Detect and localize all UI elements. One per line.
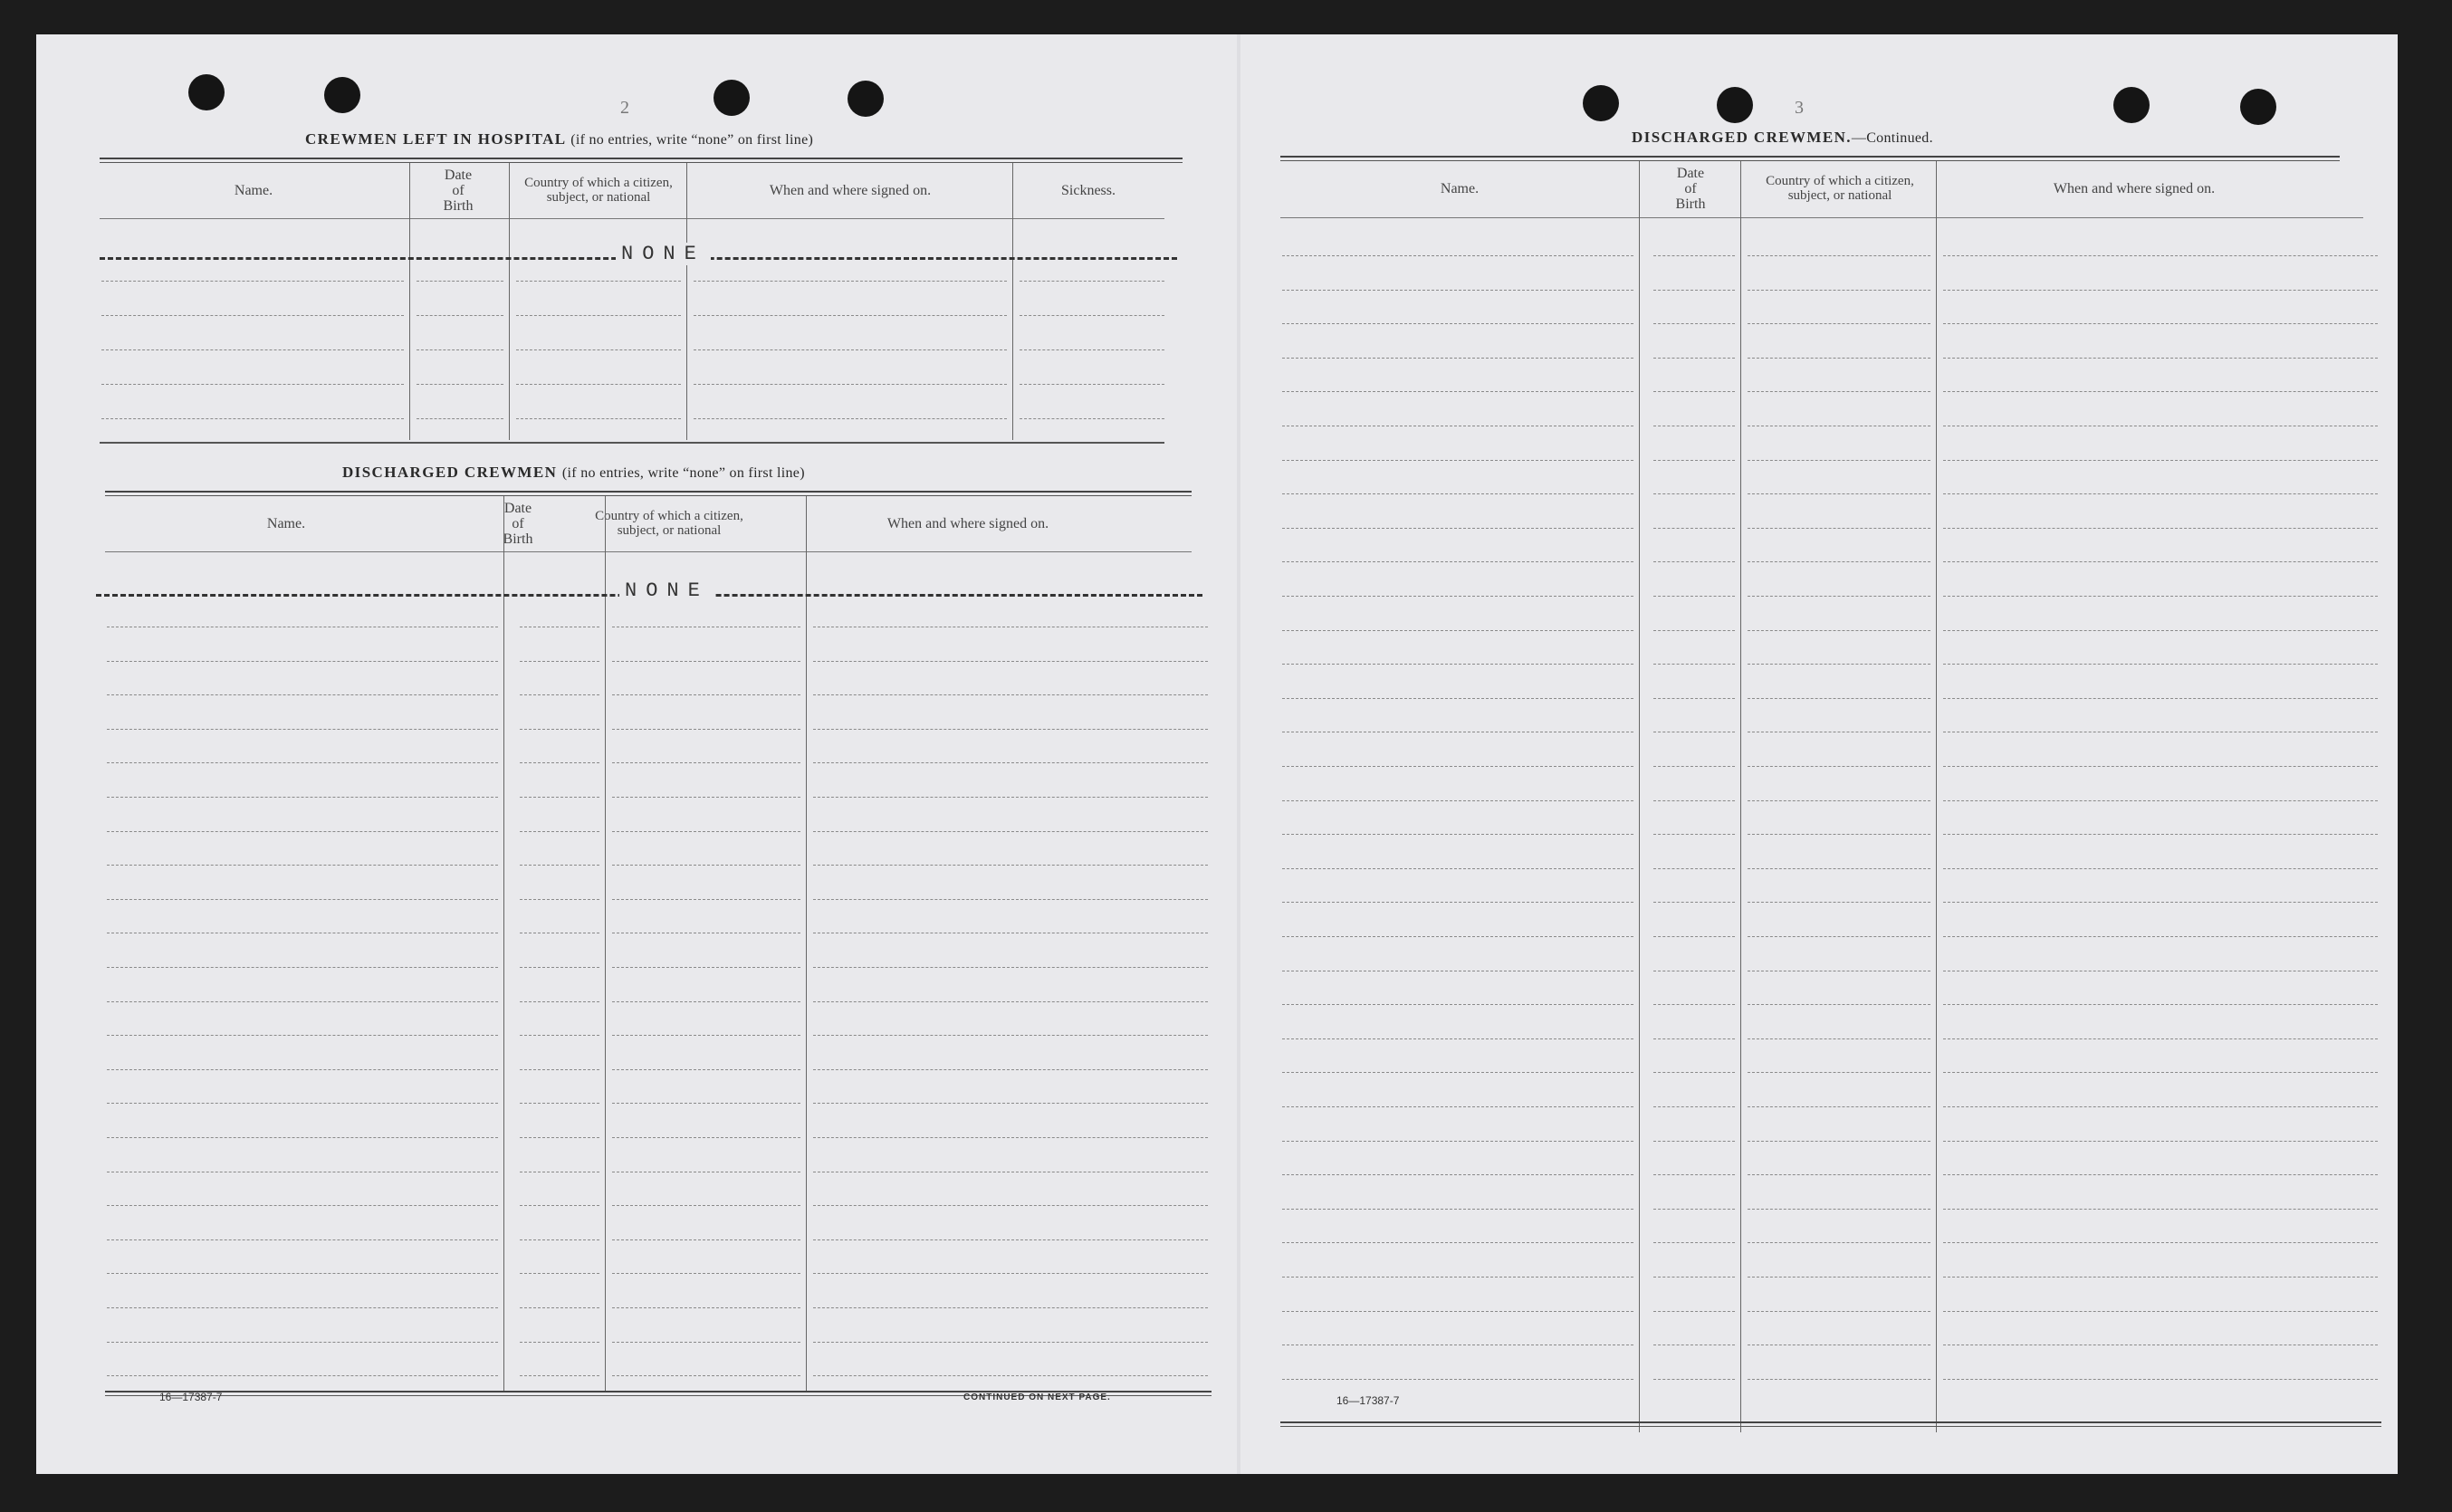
row-dotted-line [1653,698,1735,699]
punch-hole [2240,89,2276,125]
row-dotted-line [612,1001,800,1002]
hospital-section-title [305,130,813,148]
column-header-date-of-birth: Date of Birth [443,167,474,214]
row-dotted-line [520,694,599,695]
row-dotted-line [1282,630,1633,631]
row-dotted-line [1653,1311,1735,1312]
row-dotted-line [1748,290,1930,291]
row-dotted-line [107,661,498,662]
row-dotted-line [1943,358,2378,359]
row-dotted-line [1282,800,1633,801]
row-dotted-line [1282,902,1633,903]
row-dotted-line [1653,1072,1735,1073]
row-dotted-line [1653,1242,1735,1243]
row-dotted-line [417,349,503,350]
row-dotted-line [1282,290,1633,291]
punch-hole [1717,87,1753,123]
row-dotted-line [1943,1242,2378,1243]
row-dotted-line [1943,936,2378,937]
discharged-continued-title [1632,129,1933,147]
row-dotted-line [107,1103,498,1104]
row-dotted-line [1943,255,2378,256]
row-dotted-line [813,661,1208,662]
document-sheet [36,34,2398,1474]
discharged-title-note: (if no entries, write “none” on first line) [561,465,805,481]
none-entry: NONE [619,579,714,602]
row-dotted-line [520,1103,599,1104]
row-dotted-line [612,797,800,798]
column-header-country: Country of which a citizen, subject, or national [1766,174,1914,203]
row-dotted-line [612,865,800,866]
punch-hole [188,74,225,110]
row-dotted-line [612,967,800,968]
row-dotted-line [520,865,599,866]
row-dotted-line [813,1137,1208,1138]
row-dotted-line [1943,630,2378,631]
column-header-name: Name. [234,182,273,198]
row-dotted-line [520,661,599,662]
row-dotted-line [612,1307,800,1308]
row-dotted-line [694,418,1007,419]
row-dotted-line [107,865,498,866]
row-dotted-line [1282,698,1633,699]
row-dotted-line [612,762,800,763]
row-dotted-line [612,694,800,695]
row-dotted-line [1748,1004,1930,1005]
row-dotted-line [1748,323,1930,324]
row-dotted-line [1943,766,2378,767]
row-dotted-line [1748,460,1930,461]
row-dotted-line [101,281,404,282]
column-separator [409,163,410,440]
row-dotted-line [107,694,498,695]
row-dotted-line [1282,868,1633,869]
form-number-left: 16—17387-7 [159,1391,223,1403]
row-dotted-line [612,1137,800,1138]
column-header-signed-on: When and where signed on. [2053,180,2216,196]
header-underline [105,551,1192,552]
row-dotted-line [1943,1106,2378,1107]
row-dotted-line [612,1069,800,1070]
row-dotted-line [520,831,599,832]
row-dotted-line [1282,1106,1633,1107]
row-dotted-line [1020,349,1164,350]
column-separator [509,163,510,440]
row-dotted-line [516,349,681,350]
row-dotted-line [813,1205,1208,1206]
row-dotted-line [1943,698,2378,699]
table-top-rule [105,495,1192,496]
row-dotted-line [1282,1209,1633,1210]
row-dotted-line [813,797,1208,798]
row-dotted-line [1748,358,1930,359]
row-dotted-line [107,1205,498,1206]
form-number-right: 16—17387-7 [1336,1394,1400,1407]
row-dotted-line [101,315,404,316]
row-dotted-line [612,1103,800,1104]
row-dotted-line [612,1273,800,1274]
discharged-title-text: DISCHARGED CREWMEN [342,464,558,481]
row-dotted-line [694,349,1007,350]
row-dotted-line [1748,800,1930,801]
row-dotted-line [1653,290,1735,291]
discharged-table [105,491,1210,1432]
row-dotted-line [1653,1174,1735,1175]
punch-hole [848,81,884,117]
row-dotted-line [520,762,599,763]
row-dotted-line [1282,1174,1633,1175]
row-dotted-line [1748,1277,1930,1278]
row-dotted-line [612,899,800,900]
row-dotted-line [520,1273,599,1274]
table-bottom-rule [100,442,1164,444]
punch-hole [2113,87,2150,123]
row-dotted-line [813,967,1208,968]
row-dotted-line [1943,1277,2378,1278]
row-dotted-line [417,315,503,316]
row-dotted-line [694,384,1007,385]
row-dotted-line [1020,315,1164,316]
row-dotted-line [107,729,498,730]
row-dotted-line [1748,766,1930,767]
row-dotted-line [1943,868,2378,869]
table-top-rule [100,162,1183,163]
row-dotted-line [1748,391,1930,392]
row-dotted-line [813,1239,1208,1240]
row-dotted-line [1282,561,1633,562]
continued-on-next-page: CONTINUED ON NEXT PAGE. [963,1392,1111,1402]
row-dotted-line [101,418,404,419]
row-dotted-line [612,831,800,832]
row-dotted-line [1748,1038,1930,1039]
row-dotted-line [1020,418,1164,419]
row-dotted-line [1748,596,1930,597]
row-dotted-line [612,1205,800,1206]
row-dotted-line [520,1239,599,1240]
row-dotted-line [107,1137,498,1138]
row-dotted-line [520,967,599,968]
header-underline [1280,217,2363,218]
row-dotted-line [694,315,1007,316]
row-dotted-line [1748,1311,1930,1312]
column-header-country: Country of which a citizen, subject, or national [595,509,743,538]
row-dotted-line [516,384,681,385]
row-dotted-line [1943,460,2378,461]
row-dotted-line [1653,664,1735,665]
row-dotted-line [1653,460,1735,461]
row-dotted-line [107,1239,498,1240]
row-dotted-line [516,315,681,316]
row-dotted-line [1282,936,1633,937]
row-dotted-line [1943,391,2378,392]
column-header-date-of-birth: Date of Birth [1675,165,1706,212]
row-dotted-line [107,1035,498,1036]
table-top-rule [105,491,1192,493]
row-dotted-line [612,1035,800,1036]
row-dotted-line [1653,255,1735,256]
row-dotted-line [520,729,599,730]
page-number-right: 3 [1795,98,1804,118]
column-separator [1936,161,1937,1432]
row-dotted-line [1653,561,1735,562]
row-dotted-line [1748,1072,1930,1073]
table-top-rule [1280,160,2340,161]
row-dotted-line [1943,290,2378,291]
column-header-signed-on: When and where signed on. [769,182,932,198]
row-dotted-line [612,1239,800,1240]
row-dotted-line [1020,384,1164,385]
row-dotted-line [107,1001,498,1002]
row-dotted-line [107,1342,498,1343]
row-dotted-line [1653,358,1735,359]
row-dotted-line [107,1307,498,1308]
row-dotted-line [1282,1038,1633,1039]
row-dotted-line [813,1103,1208,1104]
row-dotted-line [1282,1379,1633,1380]
row-dotted-line [1943,800,2378,801]
row-dotted-line [813,899,1208,900]
row-dotted-line [1653,493,1735,494]
column-header-date-of-birth: Date of Birth [503,500,533,547]
row-dotted-line [520,797,599,798]
row-dotted-line [101,384,404,385]
row-dotted-line [813,762,1208,763]
row-dotted-line [813,1375,1208,1376]
header-underline [100,218,1164,219]
discharged-continued-table [1280,156,2394,1450]
row-dotted-line [520,1205,599,1206]
row-dotted-line [813,865,1208,866]
row-dotted-line [612,1342,800,1343]
row-dotted-line [1653,528,1735,529]
row-dotted-line [520,1137,599,1138]
row-dotted-line [520,1307,599,1308]
row-dotted-line [107,1375,498,1376]
row-dotted-line [107,797,498,798]
row-dotted-line [520,1035,599,1036]
page-fold [1237,34,1240,1474]
row-dotted-line [101,349,404,350]
row-dotted-line [417,281,503,282]
row-dotted-line [1653,1106,1735,1107]
page-number-left: 2 [620,98,629,118]
row-dotted-line [1282,664,1633,665]
row-dotted-line [1748,902,1930,903]
row-dotted-line [1748,1106,1930,1107]
row-dotted-line [1653,1004,1735,1005]
column-separator [605,496,606,1392]
row-dotted-line [1653,323,1735,324]
row-dotted-line [1943,1379,2378,1380]
row-dotted-line [1748,1174,1930,1175]
row-dotted-line [1748,664,1930,665]
row-dotted-line [1943,1072,2378,1073]
row-dotted-line [612,729,800,730]
row-dotted-line [1943,596,2378,597]
punch-hole [324,77,360,113]
row-dotted-line [813,729,1208,730]
column-header-sickness: Sickness. [1061,182,1116,198]
row-dotted-line [813,1342,1208,1343]
row-dotted-line [1282,596,1633,597]
row-dotted-line [813,1273,1208,1274]
row-dotted-line [1748,630,1930,631]
hospital-table [100,158,1183,474]
row-dotted-line [107,1069,498,1070]
row-dotted-line [612,1375,800,1376]
punch-hole [1583,85,1619,121]
row-dotted-line [1943,664,2378,665]
column-header-name: Name. [1440,180,1480,196]
row-dotted-line [1282,391,1633,392]
row-dotted-line [107,967,498,968]
row-dotted-line [520,1069,599,1070]
table-top-rule [100,158,1183,159]
row-dotted-line [1653,391,1735,392]
discharged-continued-suffix: —Continued. [1851,130,1933,146]
row-dotted-line [813,1069,1208,1070]
row-dotted-line [1943,834,2378,835]
discharged-continued-title-text: DISCHARGED CREWMEN. [1632,129,1852,146]
row-dotted-line [1653,834,1735,835]
row-dotted-line [1748,528,1930,529]
row-dotted-line [1653,1277,1735,1278]
row-dotted-line [520,1001,599,1002]
row-dotted-line [516,418,681,419]
row-dotted-line [1653,936,1735,937]
row-dotted-line [1943,1004,2378,1005]
row-dotted-line [1748,1379,1930,1380]
row-dotted-line [1748,1242,1930,1243]
row-dotted-line [1282,255,1633,256]
row-dotted-line [1020,281,1164,282]
row-dotted-line [1282,1141,1633,1142]
row-dotted-line [1943,902,2378,903]
row-dotted-line [1282,834,1633,835]
row-dotted-line [1653,1209,1735,1210]
row-dotted-line [612,661,800,662]
row-dotted-line [107,1273,498,1274]
row-dotted-line [813,694,1208,695]
discharged-section-title [342,464,805,482]
row-dotted-line [1282,528,1633,529]
hospital-title-text: CREWMEN LEFT IN HOSPITAL [305,130,566,148]
row-dotted-line [1748,255,1930,256]
row-dotted-line [1943,1038,2378,1039]
column-header-name: Name. [266,515,306,531]
column-header-signed-on: When and where signed on. [886,515,1049,531]
row-dotted-line [1282,1004,1633,1005]
row-dotted-line [1653,902,1735,903]
row-dotted-line [1748,1141,1930,1142]
row-dotted-line [1653,868,1735,869]
column-separator [686,163,687,440]
table-bottom-rule [1280,1421,2381,1423]
row-dotted-line [1748,936,1930,937]
row-dotted-line [1282,1242,1633,1243]
row-dotted-line [1943,1209,2378,1210]
row-dotted-line [1943,1141,2378,1142]
punch-hole [714,80,750,116]
row-dotted-line [1748,834,1930,835]
row-dotted-line [694,281,1007,282]
row-dotted-line [1748,698,1930,699]
row-dotted-line [1282,323,1633,324]
row-dotted-line [1653,1141,1735,1142]
row-dotted-line [1282,1311,1633,1312]
none-entry: NONE [616,243,711,265]
row-dotted-line [107,899,498,900]
row-dotted-line [1282,766,1633,767]
row-dotted-line [1653,800,1735,801]
row-dotted-line [107,762,498,763]
row-dotted-line [1748,493,1930,494]
column-separator [1740,161,1741,1432]
row-dotted-line [516,281,681,282]
row-dotted-line [1282,460,1633,461]
column-separator [1639,161,1640,1432]
row-dotted-line [1943,528,2378,529]
row-dotted-line [1653,766,1735,767]
row-dotted-line [813,1001,1208,1002]
row-dotted-line [1943,1174,2378,1175]
row-dotted-line [417,384,503,385]
row-dotted-line [1943,493,2378,494]
column-separator [806,496,807,1392]
row-dotted-line [1943,1311,2378,1312]
row-dotted-line [1282,493,1633,494]
row-dotted-line [813,1035,1208,1036]
row-dotted-line [1748,561,1930,562]
row-dotted-line [1282,1072,1633,1073]
row-dotted-line [520,899,599,900]
table-bottom-rule [1280,1426,2381,1427]
column-separator [503,496,504,1392]
row-dotted-line [1653,1038,1735,1039]
row-dotted-line [520,1375,599,1376]
row-dotted-line [1748,1209,1930,1210]
row-dotted-line [1282,358,1633,359]
row-dotted-line [1943,323,2378,324]
row-dotted-line [107,831,498,832]
row-dotted-line [1748,868,1930,869]
column-header-country: Country of which a citizen, subject, or national [524,176,673,205]
hospital-title-note: (if no entries, write “none” on first line) [570,132,814,148]
row-dotted-line [813,831,1208,832]
row-dotted-line [520,1342,599,1343]
row-dotted-line [813,1307,1208,1308]
column-separator [1012,163,1013,440]
row-dotted-line [1653,1379,1735,1380]
row-dotted-line [1653,596,1735,597]
row-dotted-line [1653,630,1735,631]
row-dotted-line [1282,1277,1633,1278]
table-top-rule [1280,156,2340,158]
row-dotted-line [1943,561,2378,562]
row-dotted-line [417,418,503,419]
